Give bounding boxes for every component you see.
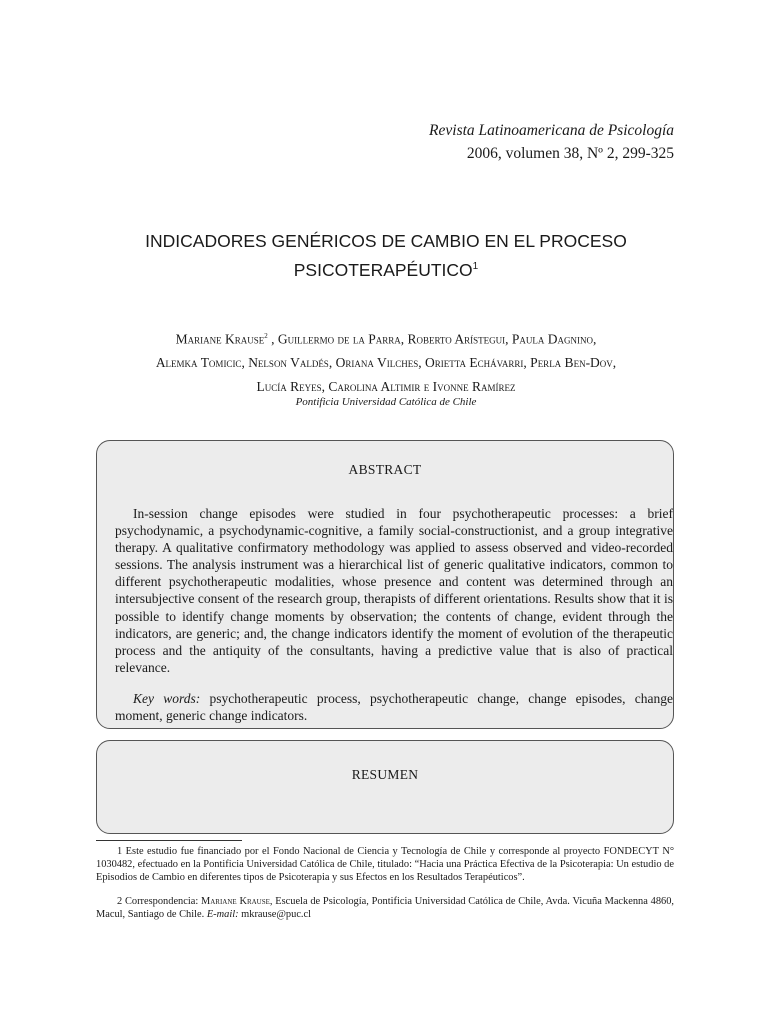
journal-header (429, 119, 674, 165)
abstract-box (96, 440, 674, 729)
keywords-label: Key words: (133, 691, 201, 706)
keywords-text: psychotherapeutic process, psychotherapeutic change, change episodes, change moment, generic change indicators. (115, 691, 673, 724)
journal-issue: 2006, volumen 38, Nº 2, 299-325 (466, 145, 674, 162)
footnote-2-name: Mariane Krause (201, 895, 270, 907)
authors-line-2: Alemka Tomicic, Nelson Valdés, Oriana Vilches, Orietta Echávarri, Perla Ben-Dov, (155, 355, 617, 370)
title-line-1: INDICADORES GENÉRICOS DE CAMBIO EN EL PROCESO (145, 231, 627, 251)
affiliation: Pontificia Universidad Católica de Chile (295, 396, 477, 408)
author-list (96, 325, 676, 398)
journal-name: Revista Latinoamericana de Psicología (429, 122, 674, 139)
footnote-2-lead: 2 Correspondencia: (117, 895, 202, 907)
footnote-divider (96, 840, 242, 841)
author-footnote-mark: 2 (264, 332, 268, 340)
resumen-heading: RESUMEN (351, 767, 419, 782)
footnote-2-email-label: E-mail: (206, 908, 239, 920)
article-title (96, 229, 676, 283)
authors-line-1-rest: , Guillermo de la Parra, Roberto Arístegui, Paula Dagnino, (267, 331, 597, 347)
footnote-2 (96, 895, 674, 921)
abstract-heading: ABSTRACT (348, 462, 422, 477)
title-footnote-mark: 1 (472, 261, 479, 272)
authors-line-3: Lucía Reyes, Carolina Altimir e Ivonne Ramírez (256, 378, 516, 394)
footnote-1: 1 Este estudio fue financiado por el Fondo Nacional de Ciencia y Tecnología de Chile y corresponde al proyecto FONDECYT N° 1030482, efectuado en la Pontificia Universidad Católica de Chile, titulado: “Hacia una Práctica Efectiva de la Psicoterapia: Un estudio de Episodios de Cambio en diferentes tipos de Psicoterapia y sus Efectos en los Resultados Terapéuticos”. (96, 846, 674, 884)
footnotes (96, 845, 674, 931)
lead-author: Mariane Krause (175, 331, 265, 347)
footnote-2-address: , Escuela de Psicología, Pontificia Universidad Católica de Chile, Avda. Vicuña Mackenna 4860, Macul, Santiago de Chile. (96, 895, 674, 920)
keywords (115, 690, 673, 724)
authors-line-1 (96, 325, 676, 351)
abstract-body: In-session change episodes were studied in four psychotherapeutic processes: a brief psychodynamic, a psychodynamic-cognitive, a family social-constructionist, and a group integrative therapy. A qualitative confirmatory methodology was applied to assess observed and video-recorded sessions. The analysis instrument was a hierarchical list of generic qualitative indicators, common to different psychotherapeutic modalities, whose presence and content was determined through an intersubjective consent of the research group, therapists of different orientations. Results show that it is possible to identify change moments by observation; the contents of change, evident through the indicators, are generic; and, the change indicators identify the moment of evolution of the therapeutic process and the antiquity of the consultants, having a predictive value that is also of practical relevance. (115, 506, 673, 675)
title-line-2 (96, 254, 676, 283)
resumen-box (96, 740, 674, 834)
footnote-2-email: mkrause@puc.cl (238, 908, 312, 920)
title-line-2-text: PSICOTERAPÉUTICO (293, 259, 473, 280)
